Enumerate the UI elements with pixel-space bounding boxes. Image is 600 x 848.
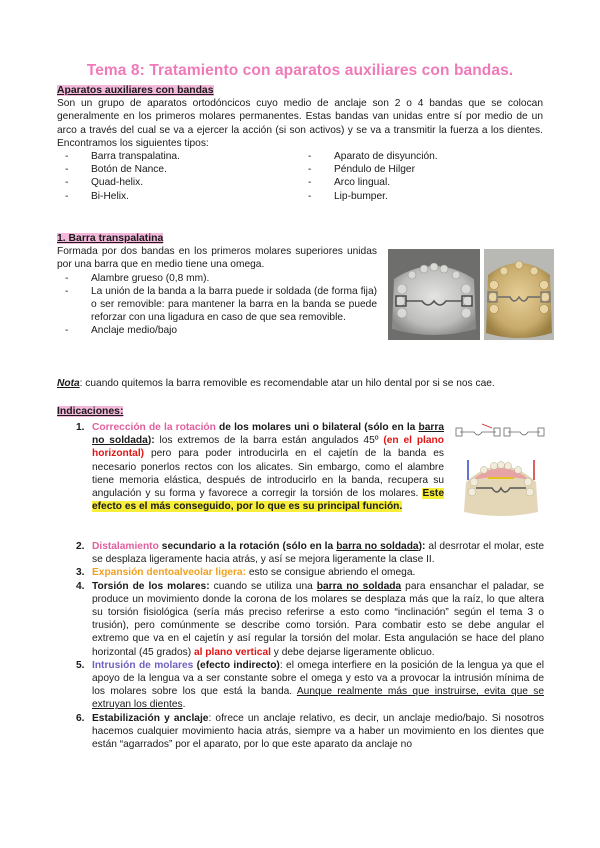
barra-section [57, 232, 377, 338]
note-label: Nota [57, 378, 80, 389]
list-item: - Alambre grueso (0,8 mm). [57, 272, 377, 285]
barra-heading: 1. Barra transpalatina [57, 233, 164, 244]
list-item: - Lip-bumper. [300, 190, 543, 203]
list-item: - La unión de la banda a la barra puede ir soldada (de forma fija) o ser removible: para mantener la barra en la banda se puede reforzar con una ligadura en caso de que sea removible. [57, 285, 377, 325]
appliance-photo-yellow-cast [484, 249, 554, 340]
appliance-photo-grey-cast [388, 249, 480, 340]
list-item: - Péndulo de Hilger [300, 163, 543, 176]
note-section [57, 377, 547, 390]
list-item: - Arco lingual. [300, 176, 543, 189]
intro-section [57, 84, 543, 203]
list-item: 3. Expansión dentoalveolar ligera: esto se consigue abriendo el omega. [76, 567, 416, 579]
list-item: 6. Estabilización y anclaje: ofrece un anclaje relativo, es decir, un anclaje medio/bajo. Si nosotros hacemos cualquier movimiento hacia atrás, siempre va a haber un movimiento en los dientes que están “agarrados” por el aparato, por lo que este aparato da anclaje no [76, 712, 545, 751]
intro-paragraph: Son un grupo de aparatos ortodóncicos cuyo medio de anclaje son 2 o 4 bandas que se colocan generalmente en los primeros molares permanentes. Estas bandas van unidas entre sí por medio de un arco a través del cual se va a ejercer la acción (si son activos) y se va a transmitir la fuerza a los dientes. Encontramos los siguientes tipos: [57, 98, 543, 149]
list-item: - Bi-Helix. [57, 190, 300, 203]
list-item: 1. Corrección de la rotación de los molares uni o bilateral (sólo en la barra no soldada): los extremos de la barra están angulados 45º (en el plano horizontal) pero para poder introducirla en el cajetín de la banda es necesario ponerlos rectos con los alicates. Sin embargo, como el alambre tiene memoria elástica, después de introducirlo en la banda, recupera su angulación y su forma y favorece a corregir la torsión de los molares. Este efecto es el más conseguido, por lo que es su principal función. [76, 422, 444, 513]
list-item: - Barra transpalatina. [57, 150, 300, 163]
list-item: - Aparato de disyunción. [300, 150, 543, 163]
barra-bullets [57, 272, 377, 338]
barra-paragraph: Formada por dos bandas en los primeros molares superiores unidas por una barra que en medio tiene una omega. [57, 246, 377, 271]
indicaciones-item-1 [58, 421, 444, 513]
types-list-right [300, 150, 543, 203]
indicaciones-items-2-6 [58, 540, 544, 751]
intro-heading: Aparatos auxiliares con bandas [57, 85, 214, 96]
indicaciones-heading: Indicaciones: [57, 406, 124, 417]
types-list-left [57, 150, 300, 203]
list-item: - Quad-helix. [57, 176, 300, 189]
list-item: 5. Intrusión de molares (efecto indirecto): el omega interfiere en la posición de la lengua ya que el apoyo de la lengua va a ser constante sobre el omega y esto va a provocar la intrusión mínima de los molares sobre los que está la banda. Aunque realmente más que instruirse, evita que se extruyan los dientes. [76, 659, 545, 711]
rotation-illustration [452, 420, 550, 520]
list-item: 4. Torsión de los molares: cuando se utiliza una barra no soldada para ensanchar el paladar, se produce un movimiento donde la corona de los molares se desplaza más que la raíz, lo que altera su torsión fisiológica (sería más preciso referirse a esto como “inclinación” según el tema 3 o trusión), pero comúnmente se describe como torsión. Para combatir esto se debe angular el extremo que va en el cajetín y así regular la torsión del molar. Esta angulación se hace del plano horizontal (45 grados) al plano vertical y debe dejarse ligeramente oblicuo. [76, 580, 544, 658]
types-list [57, 150, 543, 203]
indicaciones-heading-wrap [57, 405, 547, 418]
note-text: : cuando quitemos la barra removible es recomendable atar un hilo dental por si se nos cae. [79, 378, 495, 389]
list-item: - Botón de Nance. [57, 163, 300, 176]
page-title: Tema 8: Tratamiento con aparatos auxiliares con bandas. [86, 62, 514, 79]
list-item: 2. Distalamiento secundario a la rotación (sólo en la barra no soldada): al desrrotar el molar, este se desplaza ligeramente hacia atrás, y así se mejora ligeramente la clase II. [76, 541, 544, 566]
list-item: - Anclaje medio/bajo [57, 324, 377, 337]
